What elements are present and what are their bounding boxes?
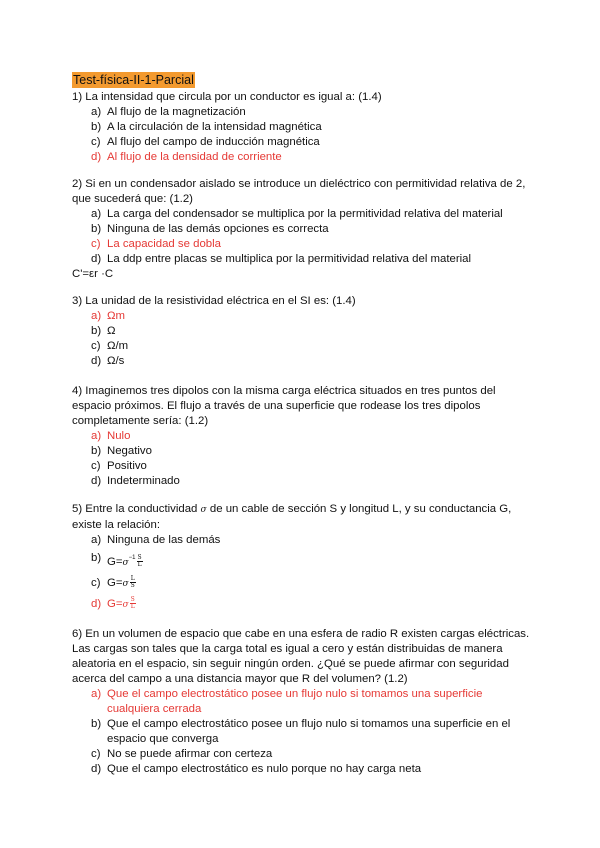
option-c: c) Positivo: [91, 460, 147, 472]
option-c: c) Al flujo del campo de inducción magnética: [91, 136, 320, 148]
formula-note: C'=εr ·C: [72, 268, 114, 280]
question-text: 5) Entre la conductividad σ de un cable de sección S y longitud L, y su conductancia G, existe la relación:: [72, 503, 512, 531]
option-c-correct: c) La capacidad se dobla: [91, 238, 221, 250]
option-d: d) Que el campo electrostático es nulo porque no hay carga neta: [91, 763, 422, 775]
question-4: [72, 384, 532, 489]
option-c: c) G=σ $\frac{L}{S}$: [91, 575, 135, 590]
option-a: a) Al flujo de la magnetización: [91, 106, 246, 118]
question-text: 2) Si en un condensador aislado se introduce un dieléctrico con permitividad relativa de 2, que sucederá que: (1.2): [72, 178, 526, 205]
option-a: a) Ninguna de las demás: [91, 534, 221, 546]
option-d-correct: d) G=σ $\frac{S}{L}$: [91, 596, 135, 611]
question-3: [72, 294, 532, 369]
option-a-correct: a) Nulo: [91, 430, 131, 442]
fraction: $\frac{L}{S}$: [130, 575, 135, 590]
fraction: $\frac{S}{L}$: [130, 596, 135, 611]
option-d: d) Indeterminado: [91, 475, 180, 487]
question-text: 3) La unidad de la resistividad eléctrica en el SI es: (1.4): [72, 295, 356, 307]
option-c: c) No se puede afirmar con certeza: [91, 748, 273, 760]
option-a: a) La carga del condensador se multiplica por la permitividad relativa del material: [91, 208, 503, 220]
question-2: [72, 177, 532, 282]
option-c: c) Ω/m: [91, 340, 129, 352]
option-b: b) A la circulación de la intensidad magnética: [91, 121, 322, 133]
option-b: b) Que el campo electrostático posee un flujo nulo si tomamos una superficie en el espacio que converga: [91, 718, 511, 745]
option-d: d) La ddp entre placas se multiplica por la permitividad relativa del material: [91, 253, 472, 265]
option-b: b) $G=\sigma^{-1}$ $\frac{S}{L}$: [91, 552, 142, 569]
question-text: 6) En un volumen de espacio que cabe en una esfera de radio R existen cargas eléctricas. Las cargas son tales que la carga total es igual a cero y están distribuidas de manera aleatoria en el espacio, sin seguir ningún orden. ¿Qué se puede afirmar con seguridad acerca del campo a una distancia mayor que R del volumen? (1.2): [72, 628, 530, 685]
option-a-correct: a) Que el campo electrostático posee un flujo nulo si tomamos una superficie cualquiera cerrada: [91, 688, 483, 715]
option-b: b) Ω: [91, 325, 116, 337]
sigma-symbol: σ: [200, 505, 207, 515]
question-text: 4) Imaginemos tres dipolos con la misma carga eléctrica situados en tres puntos del espacio próximos. El flujo a través de una superficie que rodease los tres dipolos completamente sería: (1.2): [72, 385, 496, 427]
question-5: [72, 502, 532, 613]
question-6: [72, 627, 532, 777]
option-b: b) Negativo: [91, 445, 152, 457]
option-a-correct: a) Ωm: [91, 310, 126, 322]
document-title: Test-física-II-1-Parcial: [73, 73, 194, 87]
question-1: [72, 90, 532, 165]
option-d: d) Ω/s: [91, 355, 125, 367]
option-b: b) Ninguna de las demás opciones es correcta: [91, 223, 329, 235]
option-d-correct: d) Al flujo de la densidad de corriente: [91, 151, 282, 163]
fraction: $\frac{S}{L}$: [137, 554, 142, 569]
question-text: 1) La intensidad que circula por un conductor es igual a: (1.4): [72, 91, 382, 103]
